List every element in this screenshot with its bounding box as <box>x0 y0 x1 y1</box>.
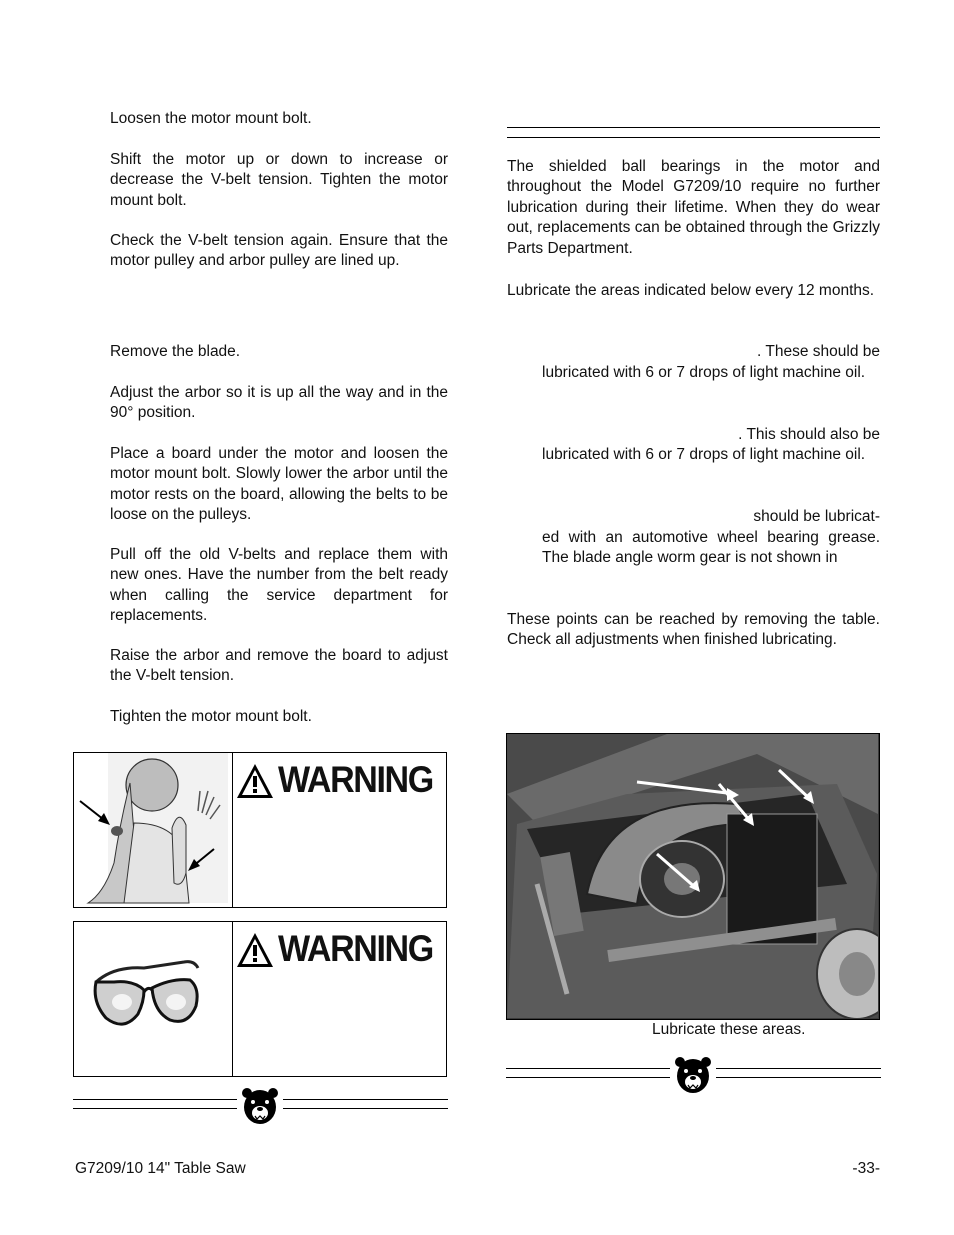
warning-heading-1: WARNING <box>236 761 446 801</box>
grizzly-bear-icon <box>674 1055 712 1095</box>
lubrication-points-photo <box>506 733 880 1020</box>
step-place-board: Place a board under the motor and loosen the motor mount bolt. Slowly lower the arbor until the motor rests on the board, allowing the belts to be loose on the pulleys. <box>110 445 448 524</box>
exclamation-triangle-icon <box>236 763 274 799</box>
item3-continued: ed with an automotive wheel bearing grease. The blade angle worm gear is not shown in <box>542 529 880 567</box>
grizzly-bear-icon <box>241 1086 279 1126</box>
step-replace-belts: Pull off the old V-belts and replace them with new ones. Have the number from the belt ready when calling the service department for replacements. <box>110 546 448 625</box>
footer-model: G7209/10 14" Table Saw <box>75 1160 246 1177</box>
section-end-divider-right <box>506 1055 881 1095</box>
item2-continued: lubricated with 6 or 7 drops of light machine oil. <box>542 446 866 463</box>
section-end-divider-left <box>73 1086 448 1126</box>
step-check-tension: Check the V-belt tension again. Ensure that the motor pulley and arbor pulley are lined up. <box>110 232 448 270</box>
warning-heading-2: WARNING <box>236 930 446 970</box>
step-remove-blade: Remove the blade. <box>110 343 241 360</box>
safety-glasses-illustration <box>74 922 233 1076</box>
item1-continued: lubricated with 6 or 7 drops of light machine oil. <box>542 364 866 381</box>
lubrication-schedule: Lubricate the areas indicated below every 12 months. <box>507 282 875 299</box>
heading-rule-top <box>507 127 880 128</box>
item1-first-line: . These should be <box>757 343 880 360</box>
lubrication-closing: These points can be reached by removing the table. Check all adjustments when finished lubricating. <box>507 611 880 649</box>
step-tighten-bolt: Tighten the motor mount bolt. <box>110 708 312 725</box>
item2-first-line: . This should also be <box>738 426 880 443</box>
warning-box-glasses <box>73 921 447 1077</box>
hair-clothing-illustration <box>74 753 233 907</box>
step-shift-motor: Shift the motor up or down to increase or decrease the V-belt tension. Tighten the motor mount bolt. <box>110 151 448 209</box>
item3-first-line: should be lubricat- <box>753 508 880 525</box>
exclamation-triangle-icon <box>236 932 274 968</box>
warning-box-hair <box>73 752 447 908</box>
lubrication-intro: The shielded ball bearings in the motor and throughout the Model G7209/10 require no further lubrication during their lifetime. When they do wear out, replacements can be obtained through the Grizzly Parts Department. <box>507 158 880 257</box>
footer-page-number: -33- <box>852 1160 880 1177</box>
step-raise-arbor: Raise the arbor and remove the board to adjust the V-belt tension. <box>110 647 448 685</box>
step-adjust-arbor: Adjust the arbor so it is up all the way and in the 90° position. <box>110 384 448 422</box>
step-loosen-bolt: Loosen the motor mount bolt. <box>110 110 312 127</box>
heading-rule-bottom <box>507 137 880 138</box>
